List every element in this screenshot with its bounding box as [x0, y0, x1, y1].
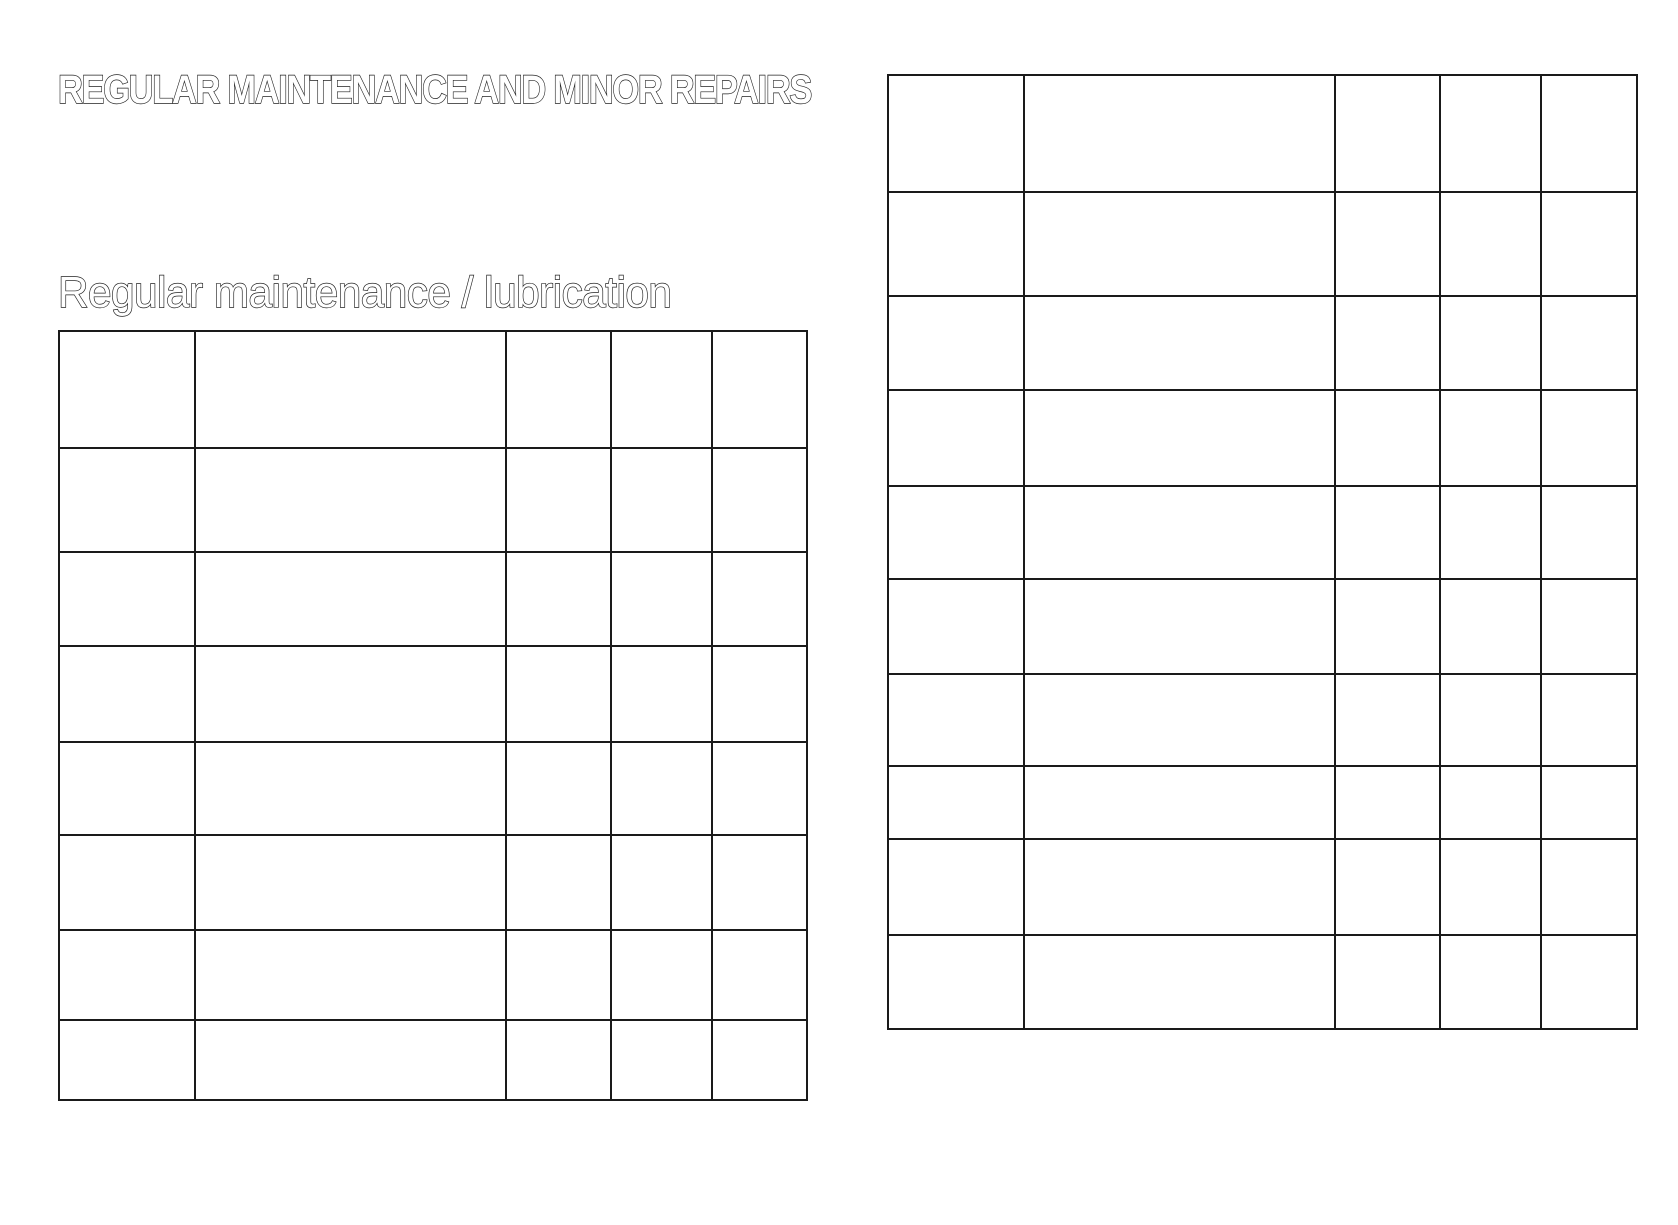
right-table-row — [888, 296, 1637, 390]
right-table-cell[interactable] — [1335, 839, 1440, 935]
right-table-cell[interactable] — [1440, 390, 1541, 486]
right-table-cell[interactable] — [1024, 935, 1335, 1029]
right-table-cell[interactable] — [1440, 192, 1541, 296]
right-table-cell[interactable] — [1335, 766, 1440, 839]
right-table-cell[interactable] — [1440, 839, 1541, 935]
right-table-cell[interactable] — [1335, 192, 1440, 296]
right-table-cell[interactable] — [1541, 390, 1637, 486]
right-table-cell[interactable] — [1541, 486, 1637, 579]
left-table-cell[interactable] — [506, 646, 611, 742]
left-table-row — [59, 835, 807, 930]
section-heading: Regular maintenance / lubrication — [58, 268, 672, 317]
right-table-cell[interactable] — [1335, 579, 1440, 674]
right-table-cell[interactable] — [1024, 766, 1335, 839]
right-table-cell[interactable] — [888, 674, 1024, 766]
right-table-cell[interactable] — [1541, 296, 1637, 390]
right-table-cell[interactable] — [1541, 674, 1637, 766]
left-table-row — [59, 742, 807, 835]
right-table-cell[interactable] — [1335, 296, 1440, 390]
maintenance-log-table-left — [58, 330, 808, 1101]
left-table-cell[interactable] — [506, 742, 611, 835]
maintenance-log-table-right — [887, 74, 1638, 1030]
left-table-cell[interactable] — [611, 331, 712, 448]
right-table-cell[interactable] — [888, 579, 1024, 674]
left-table-cell[interactable] — [59, 1020, 195, 1100]
right-table-row — [888, 766, 1637, 839]
left-table-cell[interactable] — [712, 742, 807, 835]
right-table-cell[interactable] — [1335, 75, 1440, 192]
left-table-cell[interactable] — [59, 448, 195, 552]
left-table-cell[interactable] — [59, 331, 195, 448]
right-table-cell[interactable] — [1024, 674, 1335, 766]
right-table-row — [888, 192, 1637, 296]
right-table-cell[interactable] — [1440, 935, 1541, 1029]
right-table-cell[interactable] — [888, 296, 1024, 390]
left-table-cell[interactable] — [712, 448, 807, 552]
left-table-cell[interactable] — [712, 930, 807, 1020]
right-table-cell[interactable] — [1024, 486, 1335, 579]
right-table-cell[interactable] — [1024, 296, 1335, 390]
left-table-cell[interactable] — [506, 930, 611, 1020]
right-table-cell[interactable] — [888, 486, 1024, 579]
left-table-cell[interactable] — [59, 646, 195, 742]
left-table-cell[interactable] — [506, 448, 611, 552]
left-table-cell[interactable] — [195, 930, 506, 1020]
left-table-row — [59, 1020, 807, 1100]
right-table-cell[interactable] — [1440, 674, 1541, 766]
left-table-cell[interactable] — [712, 1020, 807, 1100]
right-table-cell[interactable] — [1335, 674, 1440, 766]
right-table-cell[interactable] — [1024, 192, 1335, 296]
left-table-cell[interactable] — [611, 646, 712, 742]
left-table-row — [59, 552, 807, 646]
right-table-cell[interactable] — [1440, 75, 1541, 192]
left-table-cell[interactable] — [506, 1020, 611, 1100]
left-table-row — [59, 646, 807, 742]
left-table-cell[interactable] — [59, 930, 195, 1020]
left-table-cell[interactable] — [611, 835, 712, 930]
left-table-cell[interactable] — [712, 552, 807, 646]
right-table-cell[interactable] — [888, 390, 1024, 486]
right-table-row — [888, 390, 1637, 486]
right-table-cell[interactable] — [1440, 296, 1541, 390]
left-table-cell[interactable] — [195, 1020, 506, 1100]
left-table-cell[interactable] — [195, 331, 506, 448]
left-table-cell[interactable] — [59, 552, 195, 646]
left-table-row — [59, 930, 807, 1020]
left-table-cell[interactable] — [195, 552, 506, 646]
right-table-cell[interactable] — [1541, 766, 1637, 839]
left-table-cell[interactable] — [195, 448, 506, 552]
right-table-cell[interactable] — [1541, 935, 1637, 1029]
right-table-cell[interactable] — [1024, 75, 1335, 192]
left-table-cell[interactable] — [506, 835, 611, 930]
right-table-row — [888, 486, 1637, 579]
left-table-cell[interactable] — [712, 646, 807, 742]
left-table-cell[interactable] — [712, 331, 807, 448]
left-table-cell[interactable] — [59, 835, 195, 930]
left-table-row — [59, 448, 807, 552]
page-title: REGULAR MAINTENANCE AND MINOR REPAIRS — [58, 68, 812, 112]
right-table-cell[interactable] — [1541, 579, 1637, 674]
right-table-cell[interactable] — [1440, 486, 1541, 579]
right-table-cell[interactable] — [1024, 839, 1335, 935]
right-table-cell[interactable] — [1335, 935, 1440, 1029]
right-table-row — [888, 839, 1637, 935]
left-table-cell[interactable] — [611, 742, 712, 835]
right-table-cell[interactable] — [1541, 839, 1637, 935]
left-table-cell[interactable] — [195, 835, 506, 930]
left-table-cell[interactable] — [59, 742, 195, 835]
right-table-cell[interactable] — [888, 766, 1024, 839]
left-table-cell[interactable] — [611, 1020, 712, 1100]
left-table-cell[interactable] — [506, 331, 611, 448]
right-table-cell[interactable] — [1335, 486, 1440, 579]
right-table-cell[interactable] — [888, 935, 1024, 1029]
right-table-cell[interactable] — [1440, 579, 1541, 674]
right-table-row — [888, 75, 1637, 192]
left-table-cell[interactable] — [611, 552, 712, 646]
right-table-cell[interactable] — [1024, 579, 1335, 674]
right-table-cell[interactable] — [888, 75, 1024, 192]
left-table-cell[interactable] — [611, 448, 712, 552]
left-table-row — [59, 331, 807, 448]
right-table-cell[interactable] — [1541, 192, 1637, 296]
right-table-cell[interactable] — [1541, 75, 1637, 192]
right-table-cell[interactable] — [1335, 390, 1440, 486]
right-table-row — [888, 935, 1637, 1029]
left-table-cell[interactable] — [195, 646, 506, 742]
right-table-cell[interactable] — [888, 192, 1024, 296]
right-table-cell[interactable] — [1440, 766, 1541, 839]
right-table-row — [888, 579, 1637, 674]
right-table-row — [888, 674, 1637, 766]
right-table-cell[interactable] — [1024, 390, 1335, 486]
left-table-cell[interactable] — [506, 552, 611, 646]
right-table-cell[interactable] — [888, 839, 1024, 935]
left-table-cell[interactable] — [611, 930, 712, 1020]
left-table-cell[interactable] — [712, 835, 807, 930]
left-table-cell[interactable] — [195, 742, 506, 835]
